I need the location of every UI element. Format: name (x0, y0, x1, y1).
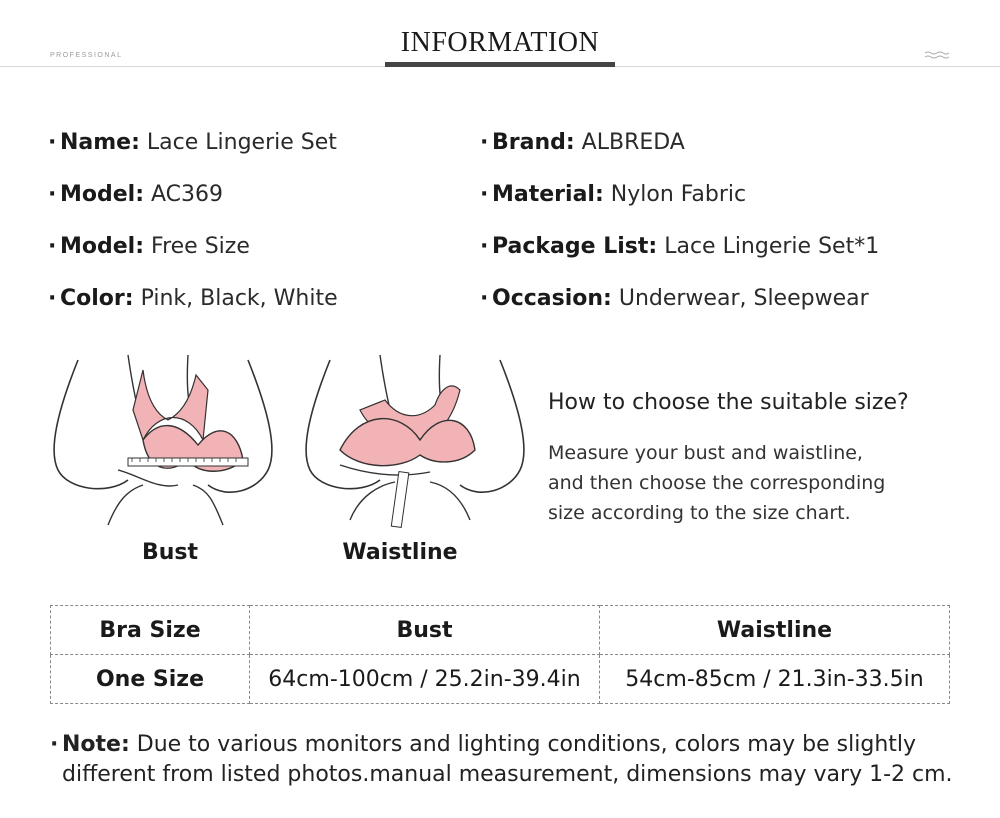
note-text: Due to various monitors and lighting conditions, colors may be slightly (129, 732, 917, 757)
header-small-label: PROFESSIONAL (50, 52, 123, 59)
howto-body (548, 438, 968, 528)
table-cell: One Size (51, 655, 250, 704)
bust-label: Bust (141, 540, 199, 565)
table-header-row (51, 606, 950, 655)
wave-icon (924, 50, 950, 60)
note: · Note: Due to various monitors and lighting conditions, colors may be slightly different from listed photos.manual measurement, dimensions may vary 1-2 cm. (50, 730, 980, 790)
table-header-cell: Bust (250, 606, 600, 655)
table-header-cell: Bra Size (51, 606, 250, 655)
spec-size: · Model: Free Size (48, 234, 250, 259)
size-table (50, 605, 950, 704)
howto-line-3: size according to the size chart. (548, 502, 851, 524)
howto-title: How to choose the suitable size? (548, 390, 909, 415)
table-row (51, 655, 950, 704)
spec-name: · Name: Lace Lingerie Set (48, 130, 337, 155)
note-label: Note: (62, 732, 130, 757)
spec-color: · Color: Pink, Black, White (48, 286, 338, 311)
spec-brand: · Brand: ALBREDA (480, 130, 685, 155)
waistline-illustration (300, 350, 530, 530)
waistline-label: Waistline (342, 540, 458, 565)
title-underline (385, 62, 615, 67)
page-title: INFORMATION (400, 27, 600, 58)
spec-package: · Package List: Lace Lingerie Set*1 (480, 234, 880, 259)
note-text-2: different from listed photos.manual measurement, dimensions may vary 1-2 cm. (62, 762, 953, 787)
table-cell: 64cm-100cm / 25.2in-39.4in (250, 655, 600, 704)
spec-model: · Model: AC369 (48, 182, 224, 207)
table-header-cell: Waistline (600, 606, 950, 655)
howto-line-1: Measure your bust and waistline, (548, 442, 863, 464)
table-cell: 54cm-85cm / 21.3in-33.5in (600, 655, 950, 704)
howto-line-2: and then choose the corresponding (548, 472, 886, 494)
spec-occasion: · Occasion: Underwear, Sleepwear (480, 286, 869, 311)
spec-material: · Material: Nylon Fabric (480, 182, 747, 207)
bust-illustration (48, 350, 278, 530)
